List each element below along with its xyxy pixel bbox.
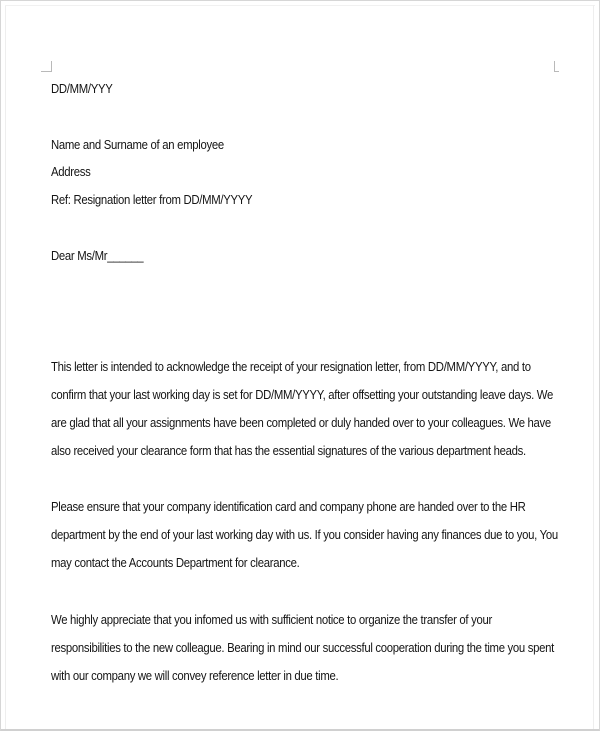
salutation: Dear Ms/Mr______ (51, 248, 144, 263)
paragraph-2-line-3: may contact the Accounts Department for clearance. (51, 555, 300, 570)
paragraph-1-line-4: also received your clearance form that has the essential signatures of the various department heads. (51, 443, 526, 458)
paragraph-1-line-2: confirm that your last working day is set for DD/MM/YYYY, after offsetting your outstanding leave days. We (51, 387, 554, 402)
paragraph-3-line-2: responsibilities to the new colleague. Bearing in mind our successful cooperation during the time you spent (51, 640, 555, 655)
page-edge-right (593, 5, 594, 729)
paragraph-2-line-2: department by the end of your last working day with us. If you consider having any finances due to you, You (51, 527, 558, 542)
recipient-address: Address (51, 164, 91, 179)
page-edge-top (5, 5, 595, 6)
letter-reference: Ref: Resignation letter from DD/MM/YYYY (51, 192, 253, 207)
margin-corner-mark-top-right-icon (554, 61, 559, 72)
letter-date: DD/MM/YYY (51, 81, 113, 96)
paragraph-1-line-1: This letter is intended to acknowledge the receipt of your resignation letter, from DD/MM/YYYY, and to (51, 359, 531, 374)
margin-corner-mark-top-left-icon (41, 61, 52, 72)
paragraph-1-line-3: are glad that all your assignments have been completed or duly handed over to your colleagues. We have (51, 415, 551, 430)
paragraph-3-line-1: We highly appreciate that you infomed us with sufficient notice to organize the transfer of your (51, 612, 492, 627)
paragraph-3-line-3: with our company we will convey reference letter in due time. (51, 668, 339, 683)
page-edge-left (5, 5, 6, 729)
paragraph-2-line-1: Please ensure that your company identification card and company phone are handed over to the HR (51, 499, 526, 514)
recipient-name: Name and Surname of an employee (51, 137, 224, 152)
